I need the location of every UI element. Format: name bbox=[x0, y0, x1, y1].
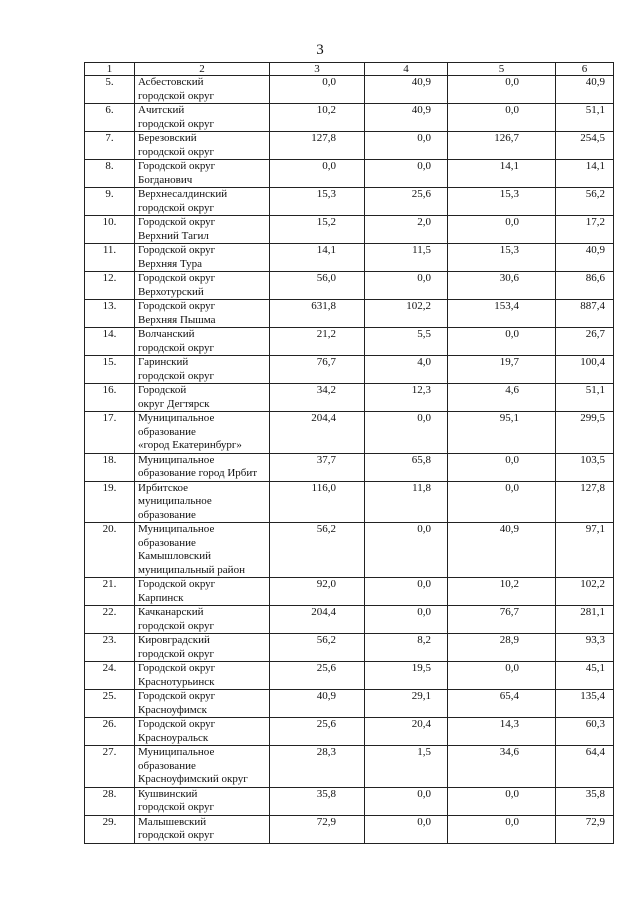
value-col-5: 0,0 bbox=[448, 216, 556, 244]
municipality-name bbox=[135, 300, 270, 328]
municipality-name-line: Муниципальное bbox=[138, 412, 215, 424]
row-number: 22. bbox=[85, 606, 135, 634]
value-col-4: 0,0 bbox=[365, 578, 448, 606]
value-col-5: 19,7 bbox=[448, 356, 556, 384]
municipality-name-line: Городской округ bbox=[138, 578, 216, 590]
municipality-name-line: образование город Ирбит bbox=[138, 467, 258, 479]
value-col-3: 25,6 bbox=[270, 662, 365, 690]
table-row bbox=[85, 578, 614, 606]
value-col-6: 72,9 bbox=[556, 815, 614, 843]
value-col-6: 93,3 bbox=[556, 634, 614, 662]
value-col-4: 11,8 bbox=[365, 481, 448, 523]
value-col-4: 2,0 bbox=[365, 216, 448, 244]
value-col-5: 4,6 bbox=[448, 384, 556, 412]
table-row bbox=[85, 216, 614, 244]
value-col-3: 35,8 bbox=[270, 787, 365, 815]
value-col-6: 60,3 bbox=[556, 718, 614, 746]
value-col-5: 126,7 bbox=[448, 132, 556, 160]
column-header: 1 bbox=[85, 63, 135, 76]
value-col-4: 11,5 bbox=[365, 244, 448, 272]
value-col-6: 100,4 bbox=[556, 356, 614, 384]
value-col-3: 40,9 bbox=[270, 690, 365, 718]
municipality-name bbox=[135, 453, 270, 481]
municipality-name-line: Верхотурский bbox=[138, 285, 204, 298]
table-row bbox=[85, 481, 614, 523]
municipality-name-line: муниципальное bbox=[138, 495, 212, 507]
municipality-name bbox=[135, 481, 270, 523]
table-row bbox=[85, 76, 614, 104]
value-col-5: 0,0 bbox=[448, 104, 556, 132]
table-row bbox=[85, 815, 614, 843]
value-col-4: 29,1 bbox=[365, 690, 448, 718]
municipality-name-line: Волчанский bbox=[138, 328, 195, 340]
value-col-4: 19,5 bbox=[365, 662, 448, 690]
column-header: 2 bbox=[135, 63, 270, 76]
value-col-3: 0,0 bbox=[270, 160, 365, 188]
municipality-name bbox=[135, 188, 270, 216]
value-col-6: 40,9 bbox=[556, 76, 614, 104]
municipality-name-line: городской округ bbox=[138, 145, 215, 158]
row-number: 8. bbox=[85, 160, 135, 188]
value-col-4: 40,9 bbox=[365, 76, 448, 104]
municipality-name-line: городской округ bbox=[138, 117, 215, 130]
municipality-name-line: «город Екатеринбург» bbox=[138, 439, 242, 451]
value-col-3: 56,2 bbox=[270, 634, 365, 662]
table-row bbox=[85, 384, 614, 412]
row-number: 9. bbox=[85, 188, 135, 216]
column-header: 4 bbox=[365, 63, 448, 76]
value-col-5: 95,1 bbox=[448, 412, 556, 454]
table-row bbox=[85, 160, 614, 188]
row-number: 19. bbox=[85, 481, 135, 523]
municipality-name-line: Красноуральск bbox=[138, 731, 209, 744]
municipality-name-line: Богданович bbox=[138, 173, 193, 186]
value-col-5: 65,4 bbox=[448, 690, 556, 718]
municipality-name-line: Ачитский bbox=[138, 104, 185, 116]
row-number: 10. bbox=[85, 216, 135, 244]
table-row bbox=[85, 188, 614, 216]
table-row bbox=[85, 718, 614, 746]
municipality-name-line: городской округ bbox=[138, 801, 215, 813]
municipality-name-line: Городской округ bbox=[138, 662, 216, 674]
value-col-6: 51,1 bbox=[556, 104, 614, 132]
table-row bbox=[85, 412, 614, 454]
municipality-name-line: Городской округ bbox=[138, 160, 216, 172]
value-col-4: 0,0 bbox=[365, 272, 448, 300]
row-number: 23. bbox=[85, 634, 135, 662]
municipality-name bbox=[135, 634, 270, 662]
value-col-5: 30,6 bbox=[448, 272, 556, 300]
value-col-3: 72,9 bbox=[270, 815, 365, 843]
value-col-6: 281,1 bbox=[556, 606, 614, 634]
value-col-5: 0,0 bbox=[448, 787, 556, 815]
value-col-6: 127,8 bbox=[556, 481, 614, 523]
municipality-name bbox=[135, 787, 270, 815]
table-row bbox=[85, 244, 614, 272]
value-col-3: 10,2 bbox=[270, 104, 365, 132]
municipality-name bbox=[135, 76, 270, 104]
municipality-name-line: Верхний Тагил bbox=[138, 229, 209, 242]
municipality-name bbox=[135, 718, 270, 746]
municipality-name bbox=[135, 244, 270, 272]
value-col-6: 45,1 bbox=[556, 662, 614, 690]
value-col-3: 14,1 bbox=[270, 244, 365, 272]
value-col-6: 40,9 bbox=[556, 244, 614, 272]
value-col-4: 20,4 bbox=[365, 718, 448, 746]
value-col-3: 28,3 bbox=[270, 746, 365, 788]
row-number: 16. bbox=[85, 384, 135, 412]
row-number: 11. bbox=[85, 244, 135, 272]
municipality-name bbox=[135, 606, 270, 634]
municipality-name-line: Городской bbox=[138, 384, 187, 396]
row-number: 17. bbox=[85, 412, 135, 454]
municipality-name-line: образование bbox=[138, 425, 196, 438]
table-row bbox=[85, 328, 614, 356]
value-col-6: 103,5 bbox=[556, 453, 614, 481]
municipality-name-line: Городской округ bbox=[138, 300, 216, 312]
value-col-5: 34,6 bbox=[448, 746, 556, 788]
value-col-3: 34,2 bbox=[270, 384, 365, 412]
data-table bbox=[84, 62, 614, 844]
municipality-name-line: городской округ bbox=[138, 341, 215, 354]
table-row bbox=[85, 104, 614, 132]
municipality-name-line: Качканарский bbox=[138, 606, 204, 618]
municipality-name-line: городской округ bbox=[138, 89, 215, 102]
value-col-4: 0,0 bbox=[365, 523, 448, 578]
municipality-name-line: муниципальный район bbox=[138, 563, 245, 576]
value-col-4: 25,6 bbox=[365, 188, 448, 216]
municipality-name-line: образование bbox=[138, 759, 196, 772]
value-col-5: 0,0 bbox=[448, 481, 556, 523]
table-row bbox=[85, 690, 614, 718]
value-col-6: 26,7 bbox=[556, 328, 614, 356]
value-col-3: 204,4 bbox=[270, 412, 365, 454]
value-col-4: 0,0 bbox=[365, 160, 448, 188]
column-header: 5 bbox=[448, 63, 556, 76]
value-col-3: 127,8 bbox=[270, 132, 365, 160]
value-col-6: 35,8 bbox=[556, 787, 614, 815]
municipality-name bbox=[135, 690, 270, 718]
value-col-4: 8,2 bbox=[365, 634, 448, 662]
value-col-4: 0,0 bbox=[365, 132, 448, 160]
value-col-4: 12,3 bbox=[365, 384, 448, 412]
value-col-3: 15,3 bbox=[270, 188, 365, 216]
municipality-name-line: городской округ bbox=[138, 369, 215, 382]
value-col-5: 0,0 bbox=[448, 328, 556, 356]
value-col-5: 40,9 bbox=[448, 523, 556, 578]
municipality-name-line: Верхняя Пышма bbox=[138, 313, 216, 326]
value-col-4: 0,0 bbox=[365, 412, 448, 454]
municipality-name-line: Асбестовский bbox=[138, 76, 204, 88]
municipality-name-line: Березовский bbox=[138, 132, 197, 144]
value-col-6: 56,2 bbox=[556, 188, 614, 216]
row-number: 13. bbox=[85, 300, 135, 328]
value-col-3: 631,8 bbox=[270, 300, 365, 328]
municipality-name bbox=[135, 272, 270, 300]
municipality-name bbox=[135, 328, 270, 356]
row-number: 14. bbox=[85, 328, 135, 356]
value-col-5: 0,0 bbox=[448, 662, 556, 690]
value-col-6: 14,1 bbox=[556, 160, 614, 188]
value-col-3: 204,4 bbox=[270, 606, 365, 634]
municipality-name-line: Кировградский bbox=[138, 634, 210, 646]
value-col-3: 37,7 bbox=[270, 453, 365, 481]
municipality-name bbox=[135, 815, 270, 843]
municipality-name bbox=[135, 216, 270, 244]
municipality-name-line: Муниципальное bbox=[138, 523, 215, 535]
municipality-name-line: Малышевский bbox=[138, 815, 207, 828]
municipality-name-line: Красноуфимск bbox=[138, 703, 207, 716]
row-number: 26. bbox=[85, 718, 135, 746]
municipality-name-line: Краснотурьинск bbox=[138, 675, 215, 688]
value-col-5: 76,7 bbox=[448, 606, 556, 634]
value-col-4: 40,9 bbox=[365, 104, 448, 132]
value-col-3: 116,0 bbox=[270, 481, 365, 523]
row-number: 20. bbox=[85, 523, 135, 578]
value-col-5: 15,3 bbox=[448, 188, 556, 216]
row-number: 18. bbox=[85, 453, 135, 481]
column-header: 6 bbox=[556, 63, 614, 76]
row-number: 12. bbox=[85, 272, 135, 300]
value-col-3: 15,2 bbox=[270, 216, 365, 244]
value-col-3: 0,0 bbox=[270, 76, 365, 104]
value-col-3: 56,0 bbox=[270, 272, 365, 300]
municipality-name-line: Муниципальное bbox=[138, 453, 215, 466]
value-col-4: 0,0 bbox=[365, 606, 448, 634]
value-col-3: 21,2 bbox=[270, 328, 365, 356]
table-row bbox=[85, 787, 614, 815]
row-number: 7. bbox=[85, 132, 135, 160]
municipality-name-line: Красноуфимский округ bbox=[138, 773, 248, 785]
value-col-3: 25,6 bbox=[270, 718, 365, 746]
municipality-name bbox=[135, 356, 270, 384]
table-header-row bbox=[85, 63, 614, 76]
municipality-name bbox=[135, 132, 270, 160]
value-col-6: 887,4 bbox=[556, 300, 614, 328]
row-number: 24. bbox=[85, 662, 135, 690]
municipality-name bbox=[135, 104, 270, 132]
value-col-6: 51,1 bbox=[556, 384, 614, 412]
value-col-6: 86,6 bbox=[556, 272, 614, 300]
page-number: 3 bbox=[316, 42, 324, 58]
row-number: 27. bbox=[85, 746, 135, 788]
row-number: 21. bbox=[85, 578, 135, 606]
municipality-name bbox=[135, 746, 270, 788]
value-col-5: 153,4 bbox=[448, 300, 556, 328]
municipality-name bbox=[135, 384, 270, 412]
municipality-name-line: образование bbox=[138, 536, 196, 549]
table-row bbox=[85, 746, 614, 788]
table-row bbox=[85, 272, 614, 300]
table-row bbox=[85, 634, 614, 662]
value-col-6: 64,4 bbox=[556, 746, 614, 788]
value-col-5: 0,0 bbox=[448, 76, 556, 104]
municipality-name-line: Городской округ bbox=[138, 718, 216, 730]
row-number: 5. bbox=[85, 76, 135, 104]
value-col-3: 76,7 bbox=[270, 356, 365, 384]
value-col-4: 102,2 bbox=[365, 300, 448, 328]
municipality-name bbox=[135, 578, 270, 606]
value-col-3: 56,2 bbox=[270, 523, 365, 578]
value-col-5: 14,1 bbox=[448, 160, 556, 188]
table-row bbox=[85, 523, 614, 578]
municipality-name-line: Карпинск bbox=[138, 591, 184, 604]
municipality-name-line: Верхнесалдинский bbox=[138, 188, 228, 200]
row-number: 28. bbox=[85, 787, 135, 815]
table-row bbox=[85, 606, 614, 634]
value-col-6: 97,1 bbox=[556, 523, 614, 578]
value-col-5: 10,2 bbox=[448, 578, 556, 606]
value-col-5: 0,0 bbox=[448, 815, 556, 843]
municipality-name-line: Городской округ bbox=[138, 690, 216, 702]
municipality-name-line: городской округ bbox=[138, 201, 215, 214]
value-col-6: 254,5 bbox=[556, 132, 614, 160]
municipality-name-line: Городской округ bbox=[138, 216, 216, 228]
value-col-4: 1,5 bbox=[365, 746, 448, 788]
value-col-4: 4,0 bbox=[365, 356, 448, 384]
municipality-name bbox=[135, 160, 270, 188]
column-header: 3 bbox=[270, 63, 365, 76]
value-col-4: 0,0 bbox=[365, 787, 448, 815]
municipality-name-line: городской округ bbox=[138, 829, 215, 841]
municipality-name-line: городской округ bbox=[138, 619, 215, 632]
value-col-6: 135,4 bbox=[556, 690, 614, 718]
value-col-5: 15,3 bbox=[448, 244, 556, 272]
row-number: 6. bbox=[85, 104, 135, 132]
value-col-5: 0,0 bbox=[448, 453, 556, 481]
municipality-name-line: округ Дегтярск bbox=[138, 397, 210, 410]
municipality-name-line: Муниципальное bbox=[138, 746, 215, 758]
municipality-name-line: Верхняя Тура bbox=[138, 257, 203, 270]
municipality-name-line: Городской округ bbox=[138, 272, 216, 284]
row-number: 15. bbox=[85, 356, 135, 384]
value-col-6: 299,5 bbox=[556, 412, 614, 454]
municipality-name-line: Гаринский bbox=[138, 356, 189, 368]
municipality-name-line: городской округ bbox=[138, 647, 215, 660]
municipality-name-line: Городской округ bbox=[138, 244, 216, 256]
table-row bbox=[85, 356, 614, 384]
value-col-4: 65,8 bbox=[365, 453, 448, 481]
table-row bbox=[85, 662, 614, 690]
municipality-name-line: Ирбитское bbox=[138, 481, 189, 494]
value-col-3: 92,0 bbox=[270, 578, 365, 606]
municipality-name-line: образование bbox=[138, 508, 196, 521]
municipality-name bbox=[135, 523, 270, 578]
row-number: 25. bbox=[85, 690, 135, 718]
municipality-name bbox=[135, 662, 270, 690]
value-col-6: 102,2 bbox=[556, 578, 614, 606]
municipality-name-line: Кушвинский bbox=[138, 787, 198, 800]
table-body bbox=[85, 76, 614, 844]
table-row bbox=[85, 132, 614, 160]
row-number: 29. bbox=[85, 815, 135, 843]
value-col-5: 14,3 bbox=[448, 718, 556, 746]
value-col-5: 28,9 bbox=[448, 634, 556, 662]
table-row bbox=[85, 300, 614, 328]
table-row bbox=[85, 453, 614, 481]
municipality-name-line: Камышловский bbox=[138, 550, 212, 562]
value-col-6: 17,2 bbox=[556, 216, 614, 244]
municipality-name bbox=[135, 412, 270, 454]
value-col-4: 0,0 bbox=[365, 815, 448, 843]
value-col-4: 5,5 bbox=[365, 328, 448, 356]
